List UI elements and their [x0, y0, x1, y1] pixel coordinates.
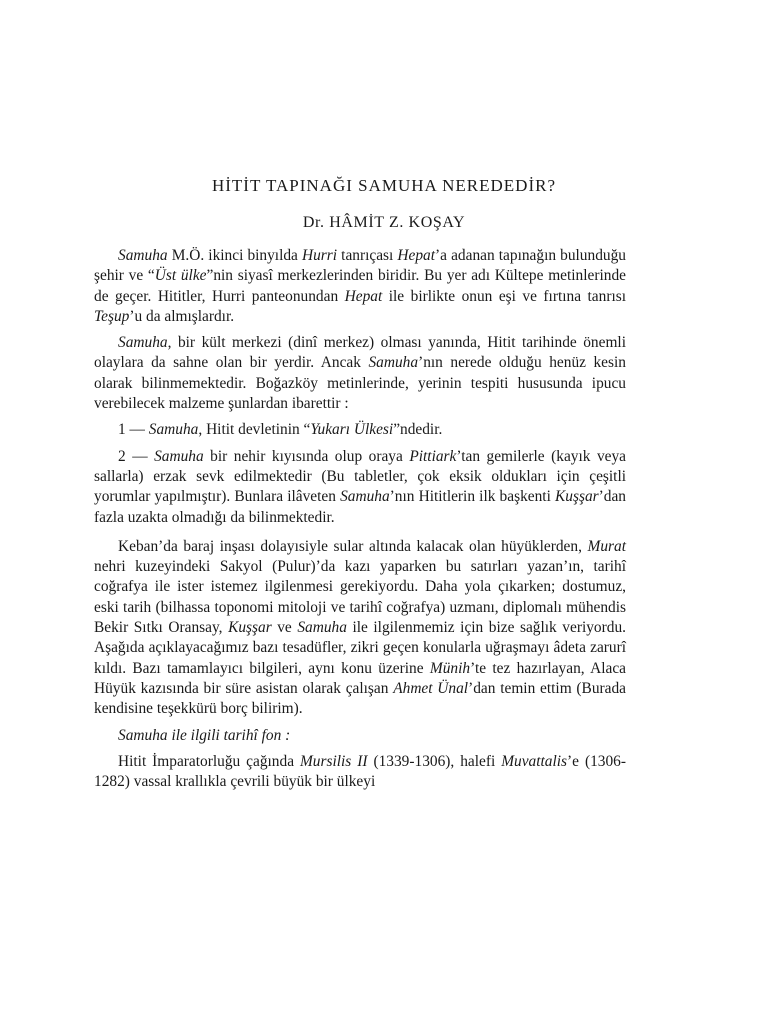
italic-text-run: Samuha — [148, 421, 199, 439]
italic-text-run: Teşup — [94, 307, 130, 325]
text-run: 1 — — [118, 421, 149, 439]
italic-text-run: Pittiark — [409, 447, 457, 465]
text-run: 2 — — [118, 447, 155, 465]
italic-text-run: Samuha — [368, 354, 419, 372]
text-run: ’tan gemilerle (kayık veya sallarla) erzak sevk edilmektedir (Bu tabletler, çok eksik oldukları için çeşitli yorumlar yapılmıştır). Bunlara ilâveten — [94, 447, 626, 506]
text-run: ve — [271, 619, 298, 637]
text-run: ’dan temin ettim (Burada kendisine teşekkürü borç bilirim). — [94, 679, 626, 718]
paragraph-3 — [94, 537, 626, 720]
text-run: ’te tez hazırlayan, Alaca Hüyük kazısında bir süre asistan olarak çalışan — [94, 659, 626, 697]
text-run: tanrıçası — [337, 247, 398, 264]
text-run: nehri kuzeyindeki Sakyol (Pulur)’da kazı yaparken bu satırları yazan’ın, tarihî coğrafya ile ister istemez ilgilenmesi gerekiyordu. Daha yola çıkarken; dostumuz, eski tarih (bilhassa toponomi mitoloji ve tarihî coğrafya) uzmanı, diplomalı mühendis Bekir Sıtkı Oransay, — [94, 558, 626, 637]
italic-text-run: Samuha — [118, 334, 168, 352]
italic-text-run: Samuha — [340, 488, 390, 506]
text-run: ’dan fazla uzakta olmadığı da bilinmektedir. — [94, 488, 626, 526]
italic-text-run: Ahmet Ünal — [393, 679, 469, 697]
text-run: ’nın nerede olduğu henüz kesin olarak bilinmemektedir. Boğazköy metinlerinde, yerinin tespiti hususunda ipucu verebilecek malzeme şunlardan ibarettir : — [94, 354, 626, 413]
text-run: (1339-1306), halefi — [367, 752, 502, 770]
italic-text-run: Kuşşar — [228, 619, 272, 637]
text-run: ”nin siyasî merkezlerinden biridir. Bu yer adı Kültepe metinlerinde de geçer. Hititler, Hurri panteonundan — [94, 267, 626, 305]
italic-text-run: Samuha ile ilgili tarihî fon : — [118, 726, 291, 744]
italic-text-run: Muvattalis — [501, 752, 568, 770]
text-run: ’u da almışlardır. — [129, 307, 235, 325]
italic-text-run: Samuha — [154, 447, 204, 465]
text-run: M.Ö. ikinci binyılda — [167, 247, 302, 264]
text-run: ’a adanan tapınağın bulunduğu şehir ve “ — [94, 247, 626, 285]
italic-text-run: Üst ülke — [154, 267, 207, 285]
text-run: ile birlikte onun eşi ve fırtına tanrısı — [382, 287, 626, 305]
article-title: HİTİT TAPINAĞI SAMUHA NEREDEDİR? — [211, 176, 557, 195]
paragraph-list-item-1 — [94, 420, 626, 440]
section-heading — [94, 726, 626, 746]
text-run: Hitit İmparatorluğu çağında — [118, 752, 300, 770]
article-body — [94, 246, 626, 798]
paragraph-1 — [94, 246, 626, 327]
text-run: , Hitit devletinin “ — [198, 421, 311, 439]
italic-text-run: Samuha — [297, 619, 347, 637]
italic-text-run: Hurri — [301, 247, 338, 264]
italic-text-run: Münih — [429, 659, 471, 677]
paragraph-2 — [94, 333, 626, 414]
text-run: , bir kült merkezi (dinî merkez) olması yanında, Hitit tarihinde önemli olaylara da sahne olan bir yerdir. Ancak — [94, 334, 626, 372]
text-run: ile ilgilenmemiz için bize sağlık veriyordu. Aşağıda açıklayacağımız bazı tesadüfler, zikri geçen konularla uğraşmayı âdeta zarurî kıldı. Bazı tamamlayıcı bilgileri, aynı konu üzerine — [94, 619, 626, 677]
text-run: Keban’da baraj inşası dolayısiyle sular altında kalacak olan hüyüklerden, — [118, 537, 588, 555]
text-run: ’nın Hititlerin ilk başkenti — [389, 488, 555, 506]
text-run: ”ndedir. — [393, 421, 443, 439]
paragraph-list-item-2 — [94, 447, 626, 528]
text-run: ’e (1306-1282) vassal krallıkla çevrili büyük bir ülkeyi — [94, 752, 626, 791]
italic-text-run: Hepat — [397, 247, 436, 264]
italic-text-run: Yukarı Ülkesi — [310, 421, 394, 439]
italic-text-run: Samuha — [118, 247, 168, 264]
italic-text-run: Murat — [587, 537, 626, 555]
text-run: bir nehir kıyısında olup oraya — [203, 447, 410, 465]
article-author: Dr. HÂMİT Z. KOŞAY — [302, 214, 466, 231]
italic-text-run: Mursilis II — [299, 752, 368, 770]
italic-text-run: Hepat — [344, 287, 383, 305]
paragraph-4 — [94, 752, 626, 793]
italic-text-run: Kuşşar — [555, 488, 599, 506]
